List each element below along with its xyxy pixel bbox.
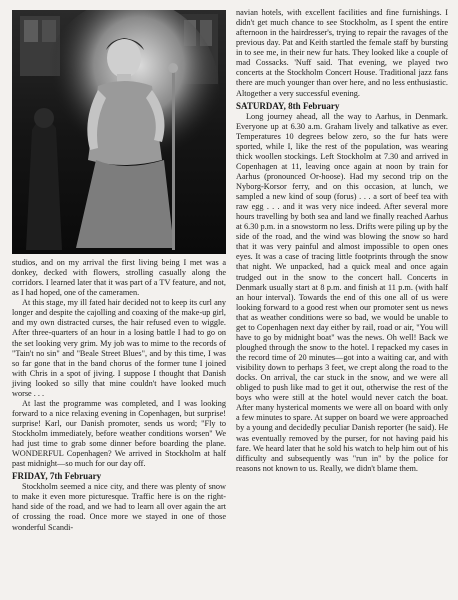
- section-heading: FRIDAY, 7th February: [12, 471, 102, 482]
- right-column: [236, 8, 448, 474]
- paragraph: studios, and on my arrival the first living being I met was a donkey, decked with flowers, strolling casually along the corridors. I learned later that it was part of a TV feature, and not, as I had hoped, one of the cameramen.: [12, 258, 226, 298]
- paragraph: Long journey ahead, all the way to Aarhus, in Denmark. Everyone up at 6.30 a.m. Graham lively and talkative as ever. Temperatures 10 degrees below zero, so the fur hats were sported, while I, like the rest of the population, was wearing thick woollen stockings. Left Stockholm at 7.30 and arrived in Copenhagen at 11, leaving once again at noon by train for Aarhus (pronounced Or-hoose). Had my second trip on the Nyborg-Korsor ferry, and on this occasion, at lunch, we sampled a new kind of soup (forus) . . . a sort of beef tea with raw egg . . . and it was very nice indeed. After several more hours travelling by both sea and land we finally reached Aarhus at 6.30 p.m. in a snowstorm no less. Drifts were piling up by the side of the road, and the wind was blowing the snow so hard that it was very painful and almost impossible to open ones eyes. It was a case of tracing little footprints through the snow that night. We unpacked, had a quick meal and once again trudged out in the snow to the concert hall. Concerts in Denmark usually start at 8 p.m. and finish at 11 p.m. (with half an hour interval). Towards the end of this one all of us were looking forward to a good rest when our promoter sent us news that as weather conditions were so bad, we would be unable to get to Copenhagen next day either by rail, road or air, "You will have to go by midnight boat" was the news. Oh well! Back we ploughed through the snow to the hotel. I repacked my cases in the record time of 20 minutes—got into a waiting car, and with visibility down to perhaps 3 feet, we crept along the road to the docks. On arrival, the car stuck in the snow, and we were all obliged to push like mad to get it out, otherwise the rest of the boys who were still at the hotel would never catch the boat. After many hysterical moments we were all on board with only a few minutes to spare. At supper on board we were approached by a young and decidedly peculiar Danish reporter (he said). He was eventually removed by the purser, for not having paid his fare. We heard later that he sold his watch to help him out of his difficulty and subsequently was "run in" by the police for reasons not known to us. Really, we didn't blame them.: [236, 111, 448, 473]
- paragraph: navian hotels, with excellent facilities and fine furnishings. I didn't get much chance to see Stockholm, as I spent the entire afternoon in the hairdresser's, trying to repair the ravages of the previous day. Pat and Keith startled the female staff by bursting in to see me, in their new fur hats. They looked like a couple of mad Cossacks. 'Nuff said. That evening, we played two concerts at the Stockholm Concert House. Traditional jazz fans there are much younger than over here, and no less enthusiastic. Altogether a very successful evening.: [236, 8, 448, 98]
- paragraph: Stockholm seemed a nice city, and there was plenty of snow to make it even more picturesque. Traffic here is on the right-hand side of the road, and we had to learn all over again the art of crossing the road. Once more we stayed in one of those wonderful Scandi-: [12, 482, 226, 532]
- photo-singer-on-set: [12, 10, 226, 254]
- paragraph: At this stage, my ill fated hair decided not to keep its curl any longer and despite the cajolling and coaxing of the make-up girl, and my own distracted curses, the hair refused even to wiggle. After three-quarters of an hour in a losing battle I had to go on the set looking very grim. My job was to mime to the records of "Tain't no sin" and "Beale Street Blues", and by this time, I was so far gone that in the band chorus of the former tune I joined with Chris in a spot of jiving. I suppose I thought that Danish jiving looked so silly that mine couldn't have looked much worse . . .: [12, 298, 226, 398]
- photo-image: [12, 10, 226, 254]
- paragraph: At last the programme was completed, and I was looking forward to a nice relaxing evening in Copenhagen, but surprise! surprise! Karl, our Danish promoter, sends us word; "Fly to Stockholm immediately, before weather conditions worsen" We had just time to grab some dinner before boarding the plane. WONDERFUL Copenhagen? We arrived in Stockholm at half past midnight—so much for our day off.: [12, 398, 226, 469]
- left-column: [12, 258, 226, 533]
- section-heading: SATURDAY, 8th February: [236, 100, 340, 111]
